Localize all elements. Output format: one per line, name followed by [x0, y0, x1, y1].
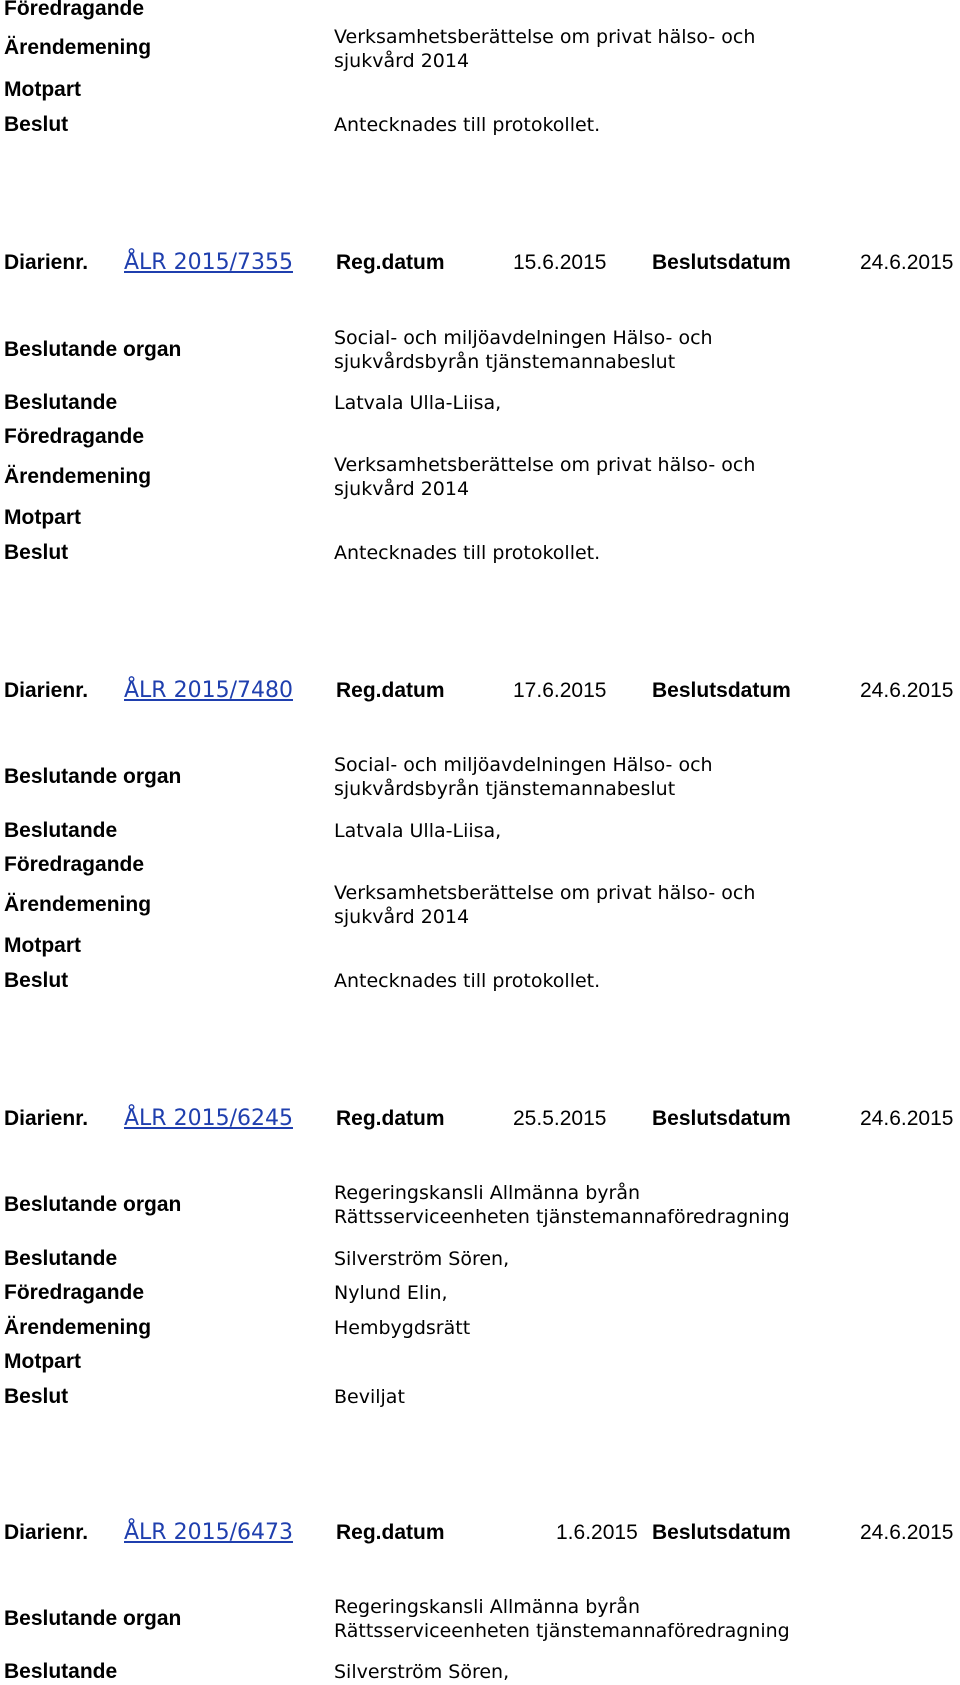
- beslutande-value: Silverström Sören,: [334, 1661, 510, 1683]
- beslutsdatum-value: 24.6.2015: [860, 1107, 954, 1130]
- regdatum-value: 25.5.2015: [513, 1107, 607, 1130]
- arendemening-value: Verksamhetsberättelse om privat hälso- och sjukvård 2014: [334, 454, 756, 500]
- beslutsdatum-value: 24.6.2015: [860, 251, 954, 274]
- beslutande-label: Beslutande: [4, 391, 118, 414]
- beslutande-organ-label: Beslutande organ: [4, 1607, 182, 1630]
- foredragande-label: Föredragande: [4, 853, 145, 876]
- record-header: [0, 1518, 960, 1548]
- motpart-label: Motpart: [4, 934, 81, 957]
- beslutsdatum-label: Beslutsdatum: [652, 679, 791, 702]
- beslutande-value: Silverström Sören,: [334, 1248, 510, 1270]
- regdatum-label: Reg.datum: [336, 679, 445, 702]
- beslutsdatum-value: 24.6.2015: [860, 1521, 954, 1544]
- beslutande-value: Latvala Ulla-Liisa,: [334, 392, 502, 414]
- beslutande-label: Beslutande: [4, 1247, 118, 1270]
- regdatum-label: Reg.datum: [336, 1107, 445, 1130]
- arendemening-label: Ärendemening: [4, 893, 152, 916]
- record-header: [0, 676, 960, 706]
- beslutsdatum-label: Beslutsdatum: [652, 251, 791, 274]
- diarienr-link[interactable]: ÅLR 2015/6473: [124, 1520, 293, 1545]
- arendemening-label: Ärendemening: [4, 465, 152, 488]
- beslut-value: Beviljat: [334, 1386, 405, 1408]
- motpart-label: Motpart: [4, 1350, 81, 1373]
- beslutande-value: Latvala Ulla-Liisa,: [334, 820, 502, 842]
- beslut-value: Antecknades till protokollet.: [334, 114, 601, 136]
- beslut-label: Beslut: [4, 541, 69, 564]
- arendemening-label: Ärendemening: [4, 1316, 152, 1339]
- diarienr-link[interactable]: ÅLR 2015/7480: [124, 678, 293, 703]
- diarienr-link[interactable]: ÅLR 2015/6245: [124, 1106, 293, 1131]
- beslut-label: Beslut: [4, 1385, 69, 1408]
- diarienr-label: Diarienr.: [4, 1521, 89, 1544]
- diarienr-label: Diarienr.: [4, 1107, 89, 1130]
- diarienr-link[interactable]: ÅLR 2015/7355: [124, 250, 293, 275]
- foredragande-label: Föredragande: [4, 1281, 145, 1304]
- beslutande-label: Beslutande: [4, 1660, 118, 1683]
- beslutsdatum-label: Beslutsdatum: [652, 1107, 791, 1130]
- beslutsdatum-value: 24.6.2015: [860, 679, 954, 702]
- record-header: [0, 248, 960, 278]
- arendemening-label: Ärendemening: [4, 36, 152, 59]
- arendemening-value: Hembygdsrätt: [334, 1317, 471, 1339]
- regdatum-value: 17.6.2015: [513, 679, 607, 702]
- foredragande-label: Föredragande: [4, 425, 145, 448]
- beslutande-organ-value: Social- och miljöavdelningen Hälso- och sjukvårdsbyrån tjänstemannabeslut: [334, 327, 713, 373]
- beslutsdatum-label: Beslutsdatum: [652, 1521, 791, 1544]
- beslutande-organ-value: Social- och miljöavdelningen Hälso- och sjukvårdsbyrån tjänstemannabeslut: [334, 754, 713, 800]
- beslutande-label: Beslutande: [4, 819, 118, 842]
- arendemening-value: Verksamhetsberättelse om privat hälso- och sjukvård 2014: [334, 882, 756, 928]
- arendemening-value: Verksamhetsberättelse om privat hälso- och sjukvård 2014: [334, 26, 756, 72]
- record-header: [0, 1104, 960, 1134]
- beslutande-organ-label: Beslutande organ: [4, 338, 182, 361]
- beslutande-organ-label: Beslutande organ: [4, 1193, 182, 1216]
- beslutande-organ-value: Regeringskansli Allmänna byrån Rättsserviceenheten tjänstemannaföredragning: [334, 1182, 790, 1228]
- regdatum-value: 15.6.2015: [513, 251, 607, 274]
- diarienr-label: Diarienr.: [4, 679, 89, 702]
- regdatum-label: Reg.datum: [336, 251, 445, 274]
- foredragande-value: Nylund Elin,: [334, 1282, 448, 1304]
- beslutande-organ-label: Beslutande organ: [4, 765, 182, 788]
- motpart-label: Motpart: [4, 506, 81, 529]
- beslut-value: Antecknades till protokollet.: [334, 970, 601, 992]
- beslutande-organ-value: Regeringskansli Allmänna byrån Rättsserviceenheten tjänstemannaföredragning: [334, 1596, 790, 1642]
- motpart-label: Motpart: [4, 78, 81, 101]
- beslut-label: Beslut: [4, 969, 69, 992]
- beslut-label: Beslut: [4, 113, 69, 136]
- foredragande-label: Föredragande: [4, 0, 145, 20]
- regdatum-value: 1.6.2015: [556, 1521, 638, 1544]
- regdatum-label: Reg.datum: [336, 1521, 445, 1544]
- diarienr-label: Diarienr.: [4, 251, 89, 274]
- beslut-value: Antecknades till protokollet.: [334, 542, 601, 564]
